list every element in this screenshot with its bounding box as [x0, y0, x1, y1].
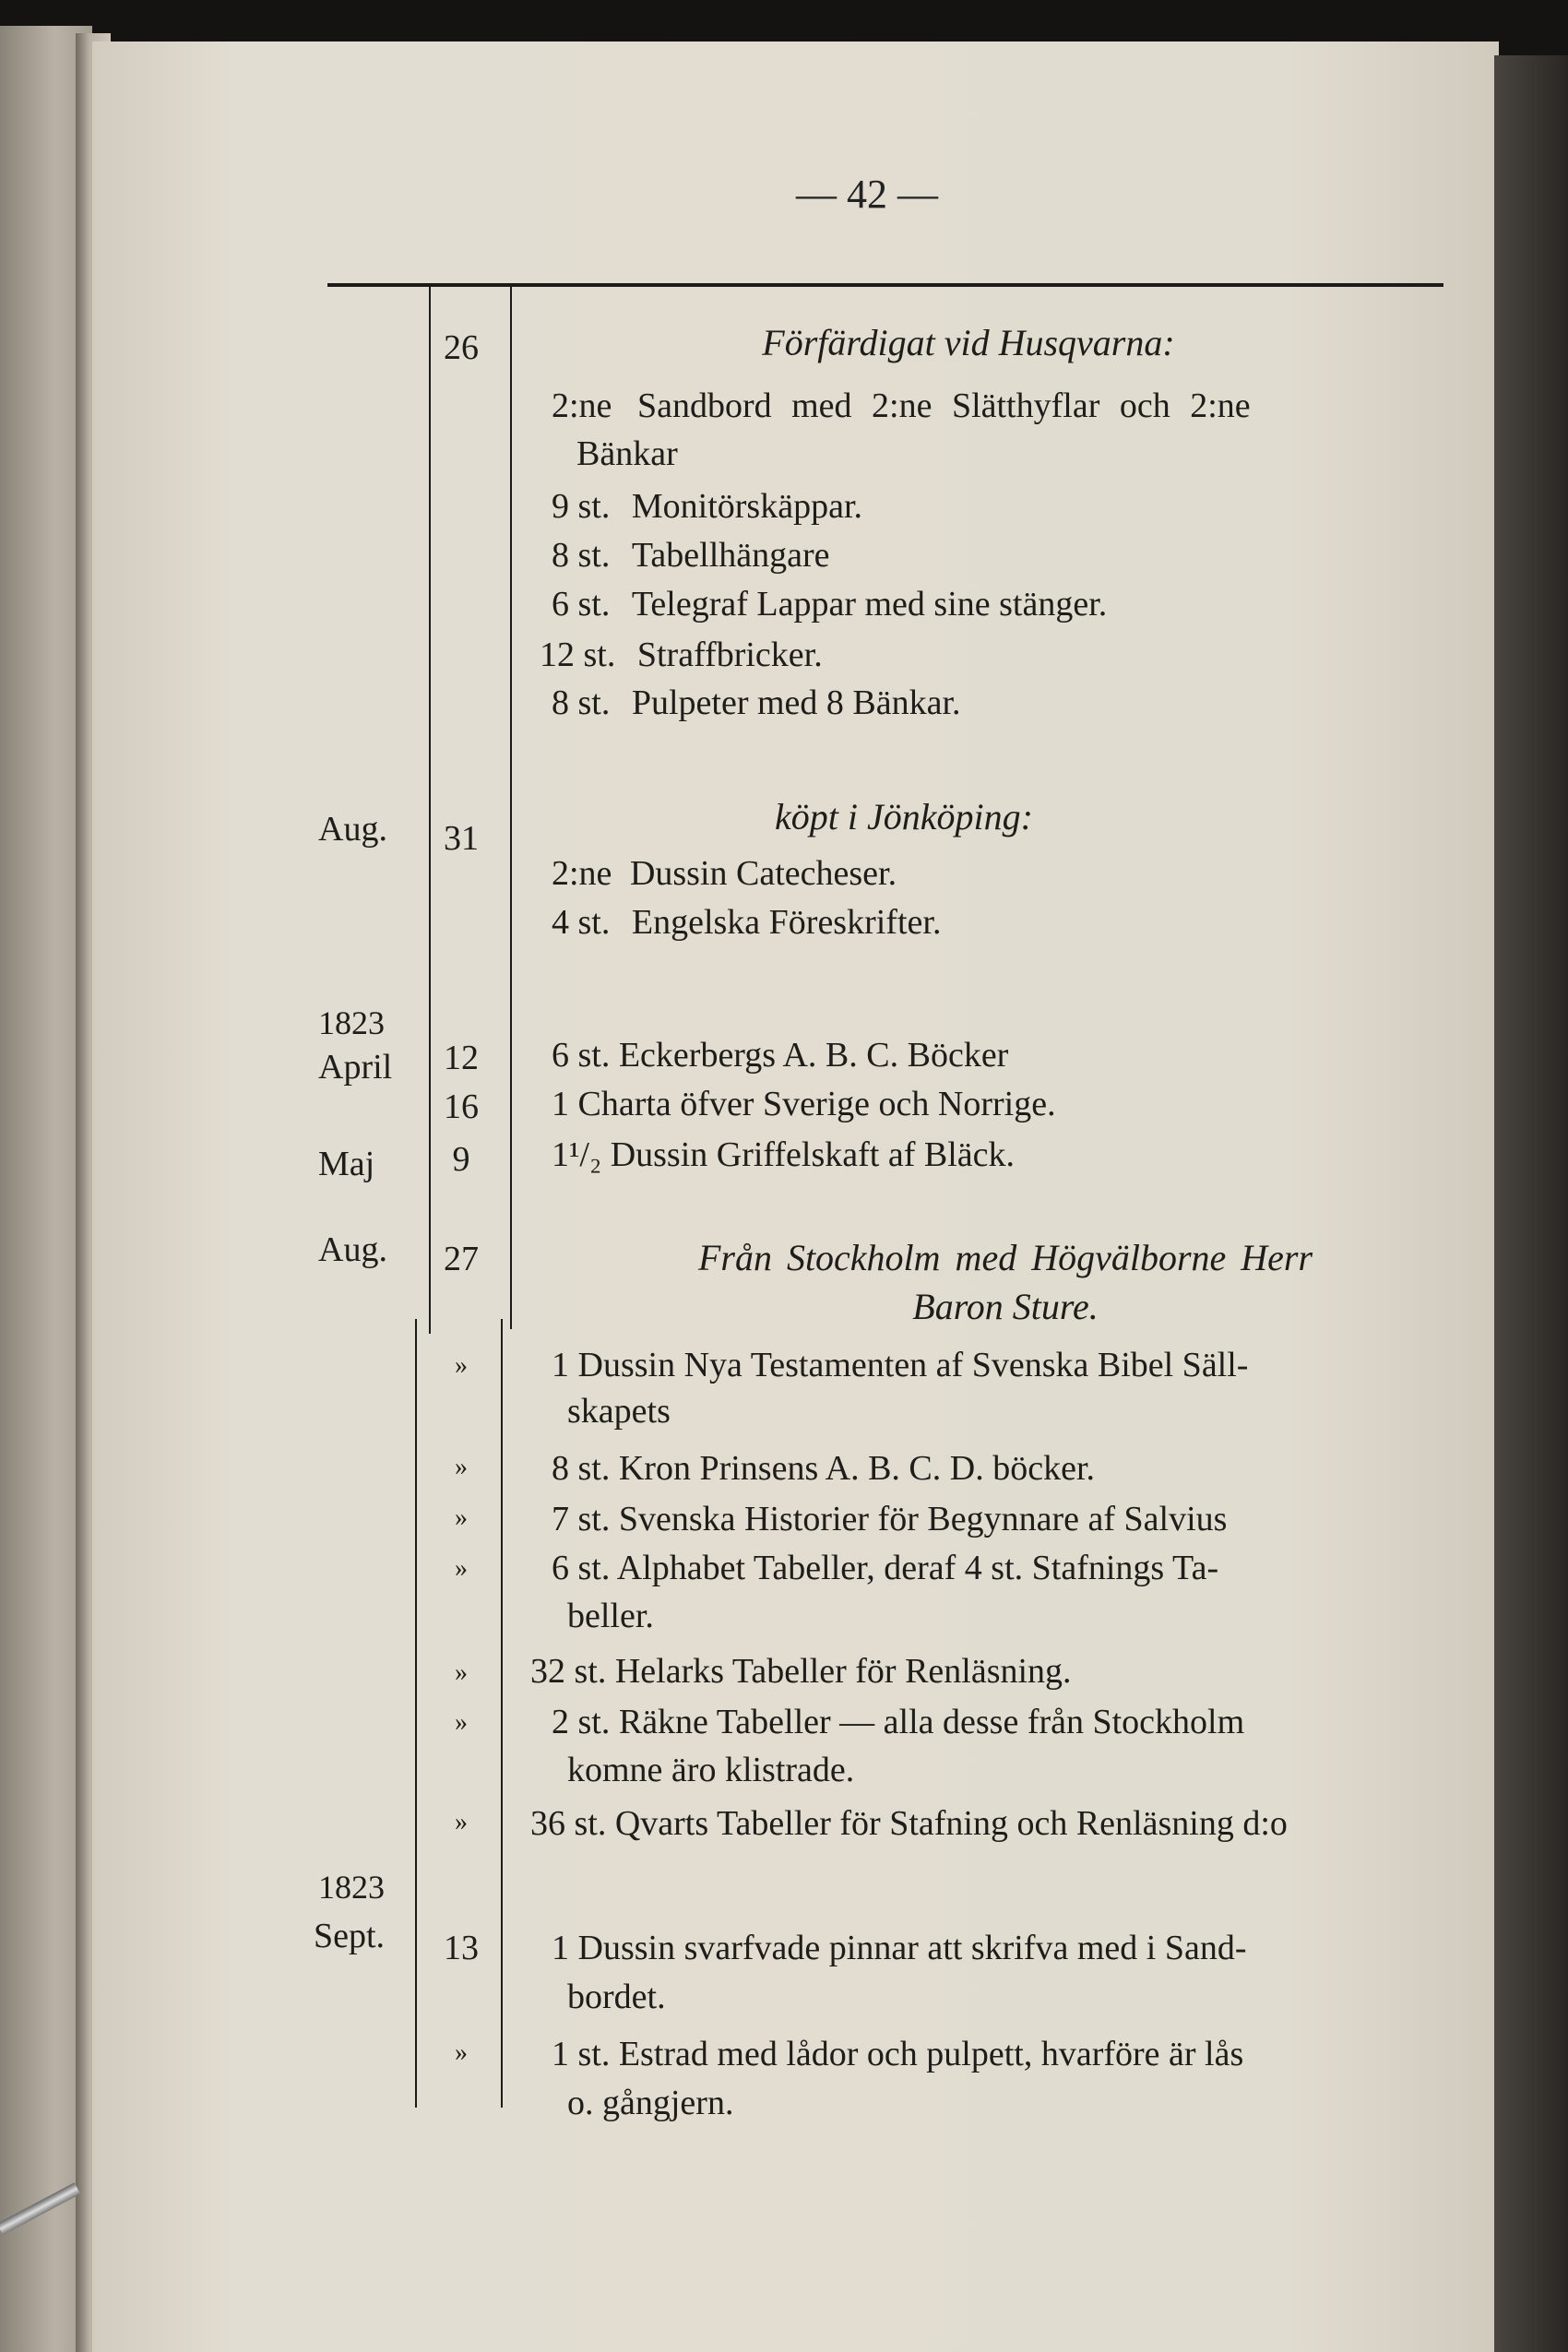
entry-line	[552, 683, 961, 723]
entry-text: Sandbord med 2:ne Slätthyflar och 2:ne	[636, 386, 1251, 425]
entry-text: 1 Dussin Nya Testamenten af Svenska Bibel Säll-	[552, 1346, 1249, 1384]
entry-continuation: komne äro klistrade.	[567, 1751, 855, 1789]
entry-qty: 12 st.	[540, 636, 616, 674]
ditto-mark: »	[455, 1453, 468, 1481]
entry-text: Pulpeter med 8 Bänkar.	[631, 683, 961, 722]
entry-qty: 8 st.	[552, 536, 611, 575]
entry-text: Telegraf Lappar med sine stänger.	[631, 585, 1108, 624]
entry-qty: 9 st.	[552, 487, 611, 526]
entry-qty: 6 st.	[552, 585, 611, 624]
section-heading: köpt i Jönköping:	[775, 796, 1033, 837]
page-number: — 42 —	[796, 172, 938, 217]
entry-month: Maj	[318, 1145, 375, 1183]
entry-continuation: bordet.	[567, 1978, 666, 2016]
entry-month: Sept.	[314, 1917, 386, 1955]
entry-line	[552, 902, 941, 943]
entry-text: 6 st. Alphabet Tabeller, deraf 4 st. Stafnings Ta-	[552, 1549, 1219, 1587]
entry-day: 9	[452, 1140, 470, 1179]
entry-line	[552, 486, 862, 527]
ditto-mark: »	[455, 1554, 468, 1583]
day-column-rule	[510, 287, 512, 1329]
entry-month: Aug.	[318, 810, 387, 849]
entry-text: 32 st. Helarks Tabeller för Renläsning.	[530, 1652, 1072, 1691]
entry-text: 8 st. Kron Prinsens A. B. C. D. böcker.	[552, 1449, 1095, 1488]
right-page-edge	[1494, 55, 1568, 2352]
entry-month: April	[318, 1048, 393, 1087]
entry-text: 1¹/₂ Dussin Griffelskaft af Bläck.	[552, 1135, 1015, 1174]
entry-day: 26	[444, 328, 479, 367]
entry-qty: 2:ne	[552, 854, 612, 893]
entry-day: 31	[444, 819, 479, 858]
entry-qty: 2:ne	[552, 386, 612, 425]
ditto-mark: »	[455, 1708, 468, 1737]
ditto-mark: »	[455, 1351, 468, 1380]
entry-text: 1 Charta öfver Sverige och Norrige.	[552, 1085, 1056, 1123]
entry-line	[552, 535, 830, 576]
entry-qty: 4 st.	[552, 903, 611, 942]
section-heading: Förfärdigat vid Husqvarna:	[762, 322, 1175, 363]
ditto-mark: »	[455, 1503, 468, 1532]
date-column-rule	[415, 1319, 417, 2108]
entry-continuation: Bänkar	[576, 434, 678, 473]
entry-line	[552, 386, 1251, 426]
entry-month: Aug.	[318, 1230, 387, 1269]
entry-continuation: o. gångjern.	[567, 2084, 734, 2122]
entry-text: Tabellhängare	[631, 536, 830, 575]
entry-year: 1823	[318, 1004, 385, 1041]
section-heading: Från Stockholm med Högvälborne Herr	[697, 1237, 1313, 1278]
entry-year: 1823	[318, 1869, 385, 1906]
table-top-rule	[327, 283, 1443, 287]
ditto-mark: »	[455, 2038, 468, 2067]
entry-text: 7 st. Svenska Historier för Begynnare af Salvius	[552, 1500, 1228, 1538]
entry-text: Straffbricker.	[636, 636, 823, 674]
ditto-mark: »	[455, 1658, 468, 1687]
entry-line	[552, 584, 1107, 624]
entry-text: 1 st. Estrad med lådor och pulpett, hvarföre är lås	[552, 2035, 1244, 2073]
entry-text: 6 st. Eckerbergs A. B. C. Böcker	[552, 1036, 1009, 1075]
entry-text: 2 st. Räkne Tabeller — alla desse från Stockholm	[552, 1703, 1245, 1741]
entry-text: Monitörskäppar.	[631, 487, 862, 526]
entry-day: 12	[444, 1039, 479, 1077]
entry-text: 36 st. Qvarts Tabeller för Stafning och Renläsning d:o	[530, 1804, 1288, 1843]
entry-continuation: skapets	[567, 1392, 671, 1431]
entry-day: 16	[444, 1087, 479, 1126]
entry-day: 13	[444, 1929, 479, 1967]
entry-text: 1 Dussin svarfvade pinnar att skrifva med i Sand-	[552, 1929, 1247, 1967]
section-heading: Baron Sture.	[912, 1286, 1099, 1327]
entry-line	[540, 635, 823, 675]
entry-day: 27	[444, 1240, 479, 1278]
entry-continuation: beller.	[567, 1597, 654, 1635]
entry-qty: 8 st.	[552, 683, 611, 722]
entry-text: Engelska Föreskrifter.	[631, 903, 942, 942]
entry-line	[552, 853, 897, 894]
entry-text: Dussin Catecheser.	[629, 854, 897, 893]
ditto-mark: »	[455, 1808, 468, 1836]
